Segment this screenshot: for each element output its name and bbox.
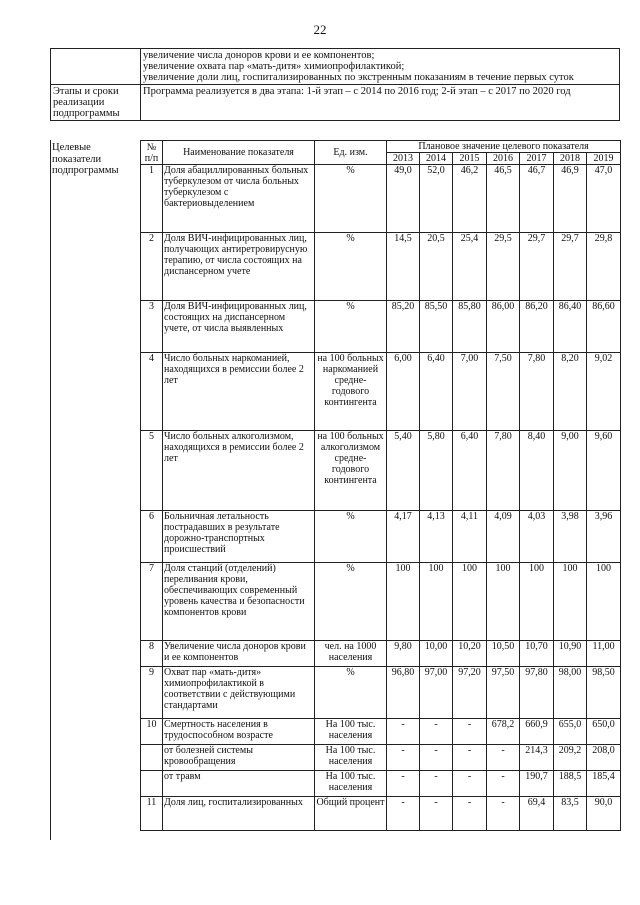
indicator-name: Доля станций (отделений) переливания крови, обеспечивающих современный уровень качества и безопасности компонентов крови xyxy=(163,563,315,641)
year-value: 25,4 xyxy=(453,233,487,301)
goal-line: увеличение охвата пар «мать-дитя» химиопрофилактикой; xyxy=(143,61,405,72)
year-value: 4,03 xyxy=(520,511,554,563)
year-value: 4,17 xyxy=(387,511,420,563)
row-number: 7 xyxy=(141,563,163,641)
year-value: 100 xyxy=(520,563,554,641)
year-value: 7,50 xyxy=(487,353,520,431)
year-value: 29,5 xyxy=(487,233,520,301)
year-value: 52,0 xyxy=(420,165,453,233)
year-value: 98,50 xyxy=(587,667,621,719)
year-value: - xyxy=(487,771,520,797)
row-number: 5 xyxy=(141,431,163,511)
year-value: - xyxy=(387,745,420,771)
year-value: 96,80 xyxy=(387,667,420,719)
year-value: 9,00 xyxy=(554,431,587,511)
indicator-name: Число больных алкоголизмом, находящихся в ремиссии более 2 лет xyxy=(163,431,315,511)
year-value: 209,2 xyxy=(554,745,587,771)
year-value: - xyxy=(453,719,487,745)
year-value: 46,7 xyxy=(520,165,554,233)
year-value: 47,0 xyxy=(587,165,621,233)
year-value: 100 xyxy=(587,563,621,641)
year-value: 46,2 xyxy=(453,165,487,233)
year-value: 5,40 xyxy=(387,431,420,511)
indicator-unit: % xyxy=(315,563,387,641)
row-number: 3 xyxy=(141,301,163,353)
year-value: 678,2 xyxy=(487,719,520,745)
year-value: 208,0 xyxy=(587,745,621,771)
year-value: 90,0 xyxy=(587,797,621,831)
year-value: 46,5 xyxy=(487,165,520,233)
year-value: - xyxy=(453,797,487,831)
indicator-name: от болезней системы кровообращения xyxy=(163,745,315,771)
header-year: 2017 xyxy=(520,153,554,165)
year-value: 7,00 xyxy=(453,353,487,431)
year-value: 188,5 xyxy=(554,771,587,797)
year-value: 97,00 xyxy=(420,667,453,719)
year-value: 9,60 xyxy=(587,431,621,511)
row-number: 9 xyxy=(141,667,163,719)
indicator-name: Доля ВИЧ-инфицированных лиц, состоящих на диспансерном учете, от числа выявленных xyxy=(163,301,315,353)
stages-label: Этапы и сроки реализации подпрограммы xyxy=(51,85,141,120)
indicator-name: Доля абациллированных больных туберкулезом от числа больных туберкулезом с бактериовыделением xyxy=(163,165,315,233)
intro-goals-row xyxy=(50,48,620,85)
year-value: 85,80 xyxy=(453,301,487,353)
year-value: 100 xyxy=(487,563,520,641)
goal-line: увеличение доли лиц, госпитализированных по экстренным показаниям в течение первых суток xyxy=(143,72,574,83)
stages-text: Программа реализуется в два этапа: 1-й этап – с 2014 по 2016 год; 2-й этап – с 2017 по 2020 год xyxy=(143,86,571,97)
year-value: 97,20 xyxy=(453,667,487,719)
year-value: 7,80 xyxy=(520,353,554,431)
year-value: 100 xyxy=(420,563,453,641)
year-value: 185,4 xyxy=(587,771,621,797)
indicator-name: Охват пар «мать-дитя» химиопрофилактикой в соответствии с действующими стандартами xyxy=(163,667,315,719)
header-name: Наименование показателя xyxy=(163,141,315,165)
year-value: 4,13 xyxy=(420,511,453,563)
year-value: 8,40 xyxy=(520,431,554,511)
header-year: 2018 xyxy=(554,153,587,165)
header-unit: Ед. изм. xyxy=(315,141,387,165)
header-year: 2013 xyxy=(387,153,420,165)
row-number: 6 xyxy=(141,511,163,563)
year-value: 98,00 xyxy=(554,667,587,719)
page-number: 22 xyxy=(313,22,327,37)
year-value: 29,7 xyxy=(520,233,554,301)
header-year: 2019 xyxy=(587,153,621,165)
header-year: 2016 xyxy=(487,153,520,165)
year-value: 655,0 xyxy=(554,719,587,745)
header-year: 2014 xyxy=(420,153,453,165)
indicator-unit: % xyxy=(315,667,387,719)
year-value: 7,80 xyxy=(487,431,520,511)
year-value: - xyxy=(387,719,420,745)
indicator-name: Больничная летальность пострадавших в результате дорожно-транспортных происшествий xyxy=(163,511,315,563)
year-value: - xyxy=(387,771,420,797)
year-value: 100 xyxy=(387,563,420,641)
row-number: 1 xyxy=(141,165,163,233)
goal-line: увеличение числа доноров крови и ее компонентов; xyxy=(143,50,375,61)
year-value: 10,70 xyxy=(520,641,554,667)
header-planned: Плановое значение целевого показателя xyxy=(387,141,621,153)
indicator-name: Смертность населения в трудоспособном возрасте xyxy=(163,719,315,745)
year-value: 4,11 xyxy=(453,511,487,563)
year-value: 83,5 xyxy=(554,797,587,831)
year-value: 14,5 xyxy=(387,233,420,301)
stages-row xyxy=(50,85,620,121)
intro-goals-label xyxy=(51,49,141,84)
year-value: 3,98 xyxy=(554,511,587,563)
year-value: 10,20 xyxy=(453,641,487,667)
indicator-name: Число больных наркоманией, находящихся в ремиссии более 2 лет xyxy=(163,353,315,431)
targets-label: Целевые показатели подпрограммы xyxy=(52,142,119,176)
indicator-unit: На 100 тыс. населения xyxy=(315,771,387,797)
year-value: - xyxy=(387,797,420,831)
year-value: 86,40 xyxy=(554,301,587,353)
year-value: 86,20 xyxy=(520,301,554,353)
year-value: 10,90 xyxy=(554,641,587,667)
year-value: 10,00 xyxy=(420,641,453,667)
year-value: 29,7 xyxy=(554,233,587,301)
year-value: 650,0 xyxy=(587,719,621,745)
indicator-unit: чел. на 1000 населения xyxy=(315,641,387,667)
indicator-name: Доля ВИЧ-инфицированных лиц, получающих антиретровирусную терапию, от числа состоящих на диспансерном учете xyxy=(163,233,315,301)
indicator-unit: % xyxy=(315,165,387,233)
year-value: 86,60 xyxy=(587,301,621,353)
year-value: 9,80 xyxy=(387,641,420,667)
year-value: 29,8 xyxy=(587,233,621,301)
indicator-unit: На 100 тыс. населения xyxy=(315,719,387,745)
year-value: 6,00 xyxy=(387,353,420,431)
year-value: - xyxy=(420,745,453,771)
year-value: 4,09 xyxy=(487,511,520,563)
year-value: 100 xyxy=(554,563,587,641)
year-value: 5,80 xyxy=(420,431,453,511)
row-number: 4 xyxy=(141,353,163,431)
year-value: - xyxy=(453,745,487,771)
year-value: 11,00 xyxy=(587,641,621,667)
year-value: 69,4 xyxy=(520,797,554,831)
row-number: 8 xyxy=(141,641,163,667)
intro-goals-text xyxy=(141,49,619,84)
indicator-unit: Общий процент xyxy=(315,797,387,831)
indicator-unit: на 100 больных наркоманией средне-годового контингента xyxy=(315,353,387,431)
row-number: 2 xyxy=(141,233,163,301)
year-value: - xyxy=(453,771,487,797)
year-value: 100 xyxy=(453,563,487,641)
year-value: 3,96 xyxy=(587,511,621,563)
year-value: 46,9 xyxy=(554,165,587,233)
year-value: - xyxy=(420,771,453,797)
indicator-name: Увеличение числа доноров крови и ее компонентов xyxy=(163,641,315,667)
indicator-unit: % xyxy=(315,511,387,563)
header-year: 2015 xyxy=(453,153,487,165)
year-value: 85,50 xyxy=(420,301,453,353)
indicator-name: от травм xyxy=(163,771,315,797)
indicator-unit: % xyxy=(315,301,387,353)
year-value: - xyxy=(420,719,453,745)
year-value: 6,40 xyxy=(420,353,453,431)
year-value: - xyxy=(420,797,453,831)
intro-table xyxy=(50,48,620,121)
year-value: 10,50 xyxy=(487,641,520,667)
year-value: 8,20 xyxy=(554,353,587,431)
indicator-unit: на 100 больных алкоголизмом средне-годового контингента xyxy=(315,431,387,511)
year-value: 85,20 xyxy=(387,301,420,353)
year-value: 49,0 xyxy=(387,165,420,233)
targets-section xyxy=(50,140,620,840)
year-value: - xyxy=(487,797,520,831)
year-value: 660,9 xyxy=(520,719,554,745)
year-value: 6,40 xyxy=(453,431,487,511)
year-value: - xyxy=(487,745,520,771)
year-value: 86,00 xyxy=(487,301,520,353)
year-value: 20,5 xyxy=(420,233,453,301)
targets-border xyxy=(50,140,620,840)
header-num: № п/п xyxy=(141,141,163,165)
indicator-unit: На 100 тыс. населения xyxy=(315,745,387,771)
indicator-name: Доля лиц, госпитализированных xyxy=(163,797,315,831)
row-number: 11 xyxy=(141,797,163,831)
year-value: 97,80 xyxy=(520,667,554,719)
year-value: 190,7 xyxy=(520,771,554,797)
year-value: 9,02 xyxy=(587,353,621,431)
row-number: 10 xyxy=(141,719,163,745)
year-value: 214,3 xyxy=(520,745,554,771)
year-value: 97,50 xyxy=(487,667,520,719)
indicator-unit: % xyxy=(315,233,387,301)
